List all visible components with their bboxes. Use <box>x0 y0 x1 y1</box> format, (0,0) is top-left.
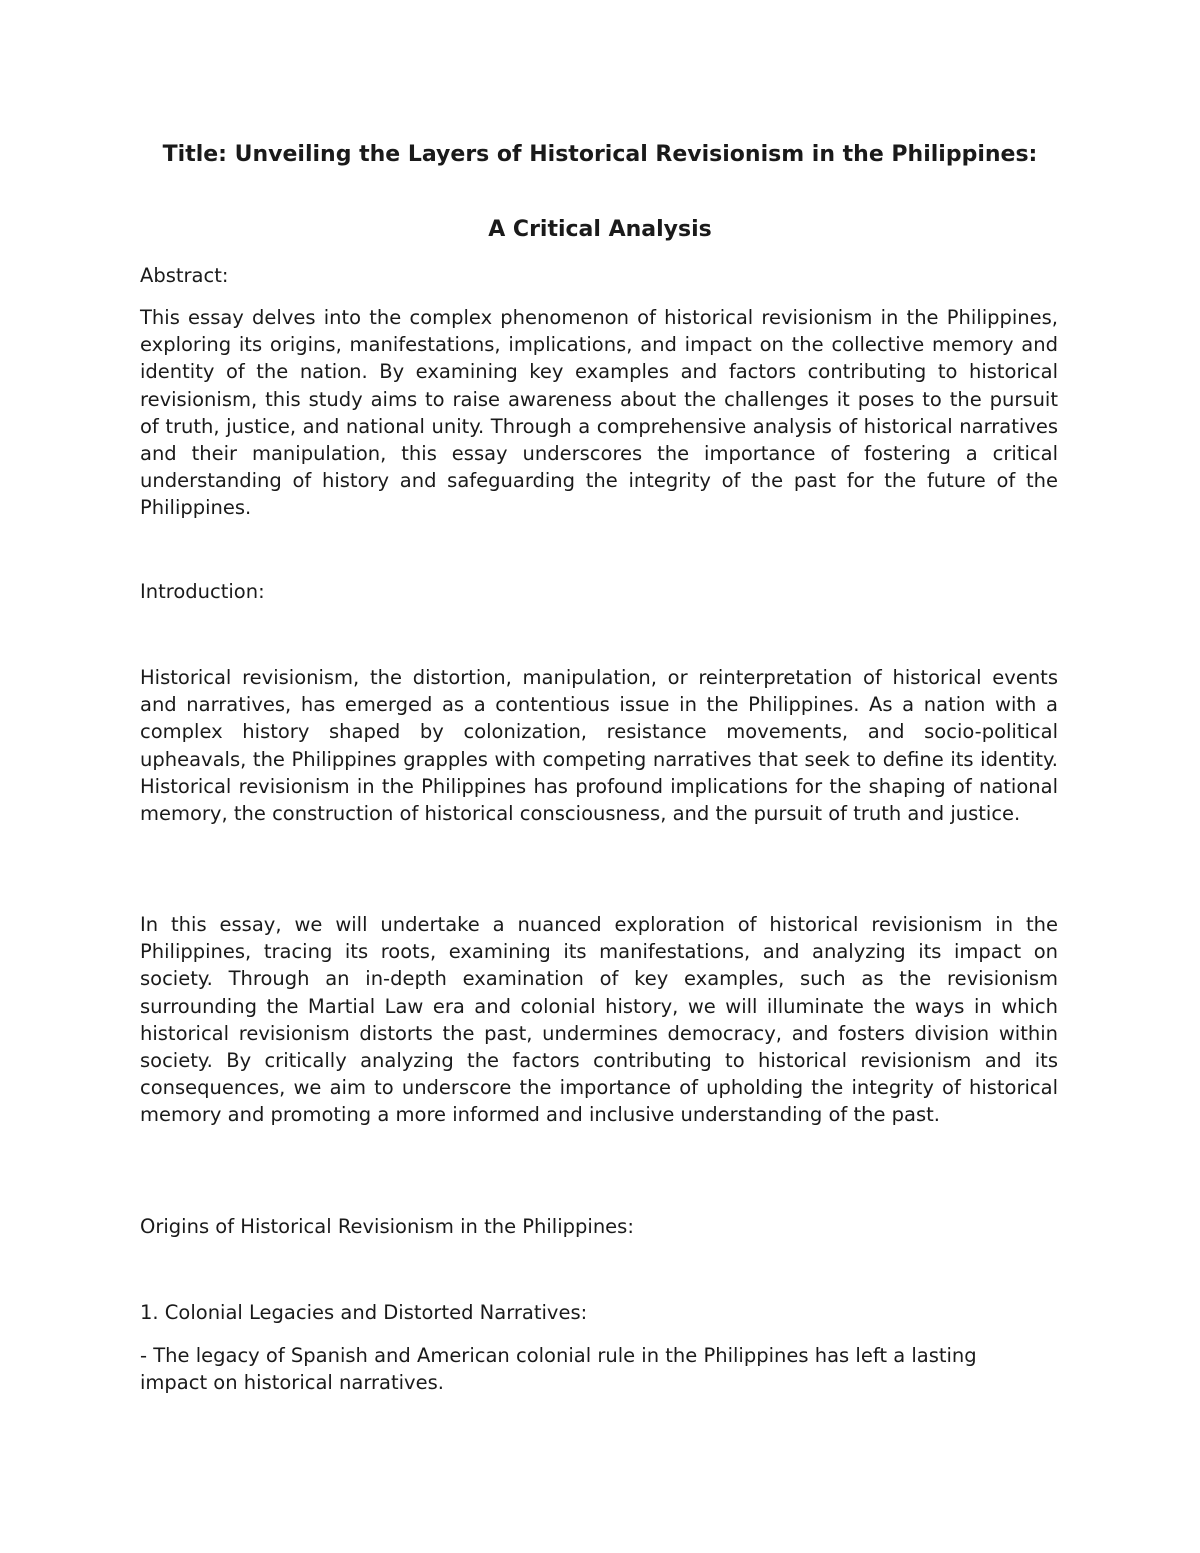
origins-section-heading: Origins of Historical Revisionism in the Philippines: <box>140 1215 634 1238</box>
colonial-legacy-point: - The legacy of Spanish and American colonial rule in the Philippines has left a lasting impact on historical narratives. <box>140 1344 977 1395</box>
introduction-label: Introduction: <box>140 580 265 603</box>
document-subtitle: A Critical Analysis <box>488 217 712 242</box>
abstract-paragraph: This essay delves into the complex phenomenon of historical revisionism in the Philippines, exploring its origins, manifestations, implications, and impact on the collective memory and identity of the nation. By examining key examples and factors contributing to historical revisionism, this study aims to raise awareness about the challenges it poses to the pursuit of truth, justice, and national unity. Through a comprehensive analysis of historical narratives and their manipulation, this essay underscores the importance of fostering a critical understanding of history and safeguarding the integrity of the past for the future of the Philippines. <box>140 306 1058 520</box>
essay-overview-paragraph: In this essay, we will undertake a nuanced exploration of historical revisionism in the Philippines, tracing its roots, examining its manifestations, and analyzing its impact on society. Through an in-depth examination of key examples, such as the revisionism surrounding the Martial Law era and colonial history, we will illuminate the ways in which historical revisionism distorts the past, undermines democracy, and fosters division within society. By critically analyzing the factors contributing to historical revisionism and its consequences, we aim to underscore the importance of upholding the integrity of historical memory and promoting a more informed and inclusive understanding of the past. <box>140 913 1058 1127</box>
abstract-label: Abstract: <box>140 264 229 287</box>
introduction-paragraph: Historical revisionism, the distortion, manipulation, or reinterpretation of historical events and narratives, has emerged as a contentious issue in the Philippines. As a nation with a complex history shaped by colonization, resistance movements, and socio-political upheavals, the Philippines grapples with competing narratives that seek to define its identity. Historical revisionism in the Philippines has profound implications for the shaping of national memory, the construction of historical consciousness, and the pursuit of truth and justice. <box>140 666 1058 826</box>
document-title: Title: Unveiling the Layers of Historical Revisionism in the Philippines: <box>162 142 1038 167</box>
colonial-legacies-heading: 1. Colonial Legacies and Distorted Narratives: <box>140 1301 588 1324</box>
